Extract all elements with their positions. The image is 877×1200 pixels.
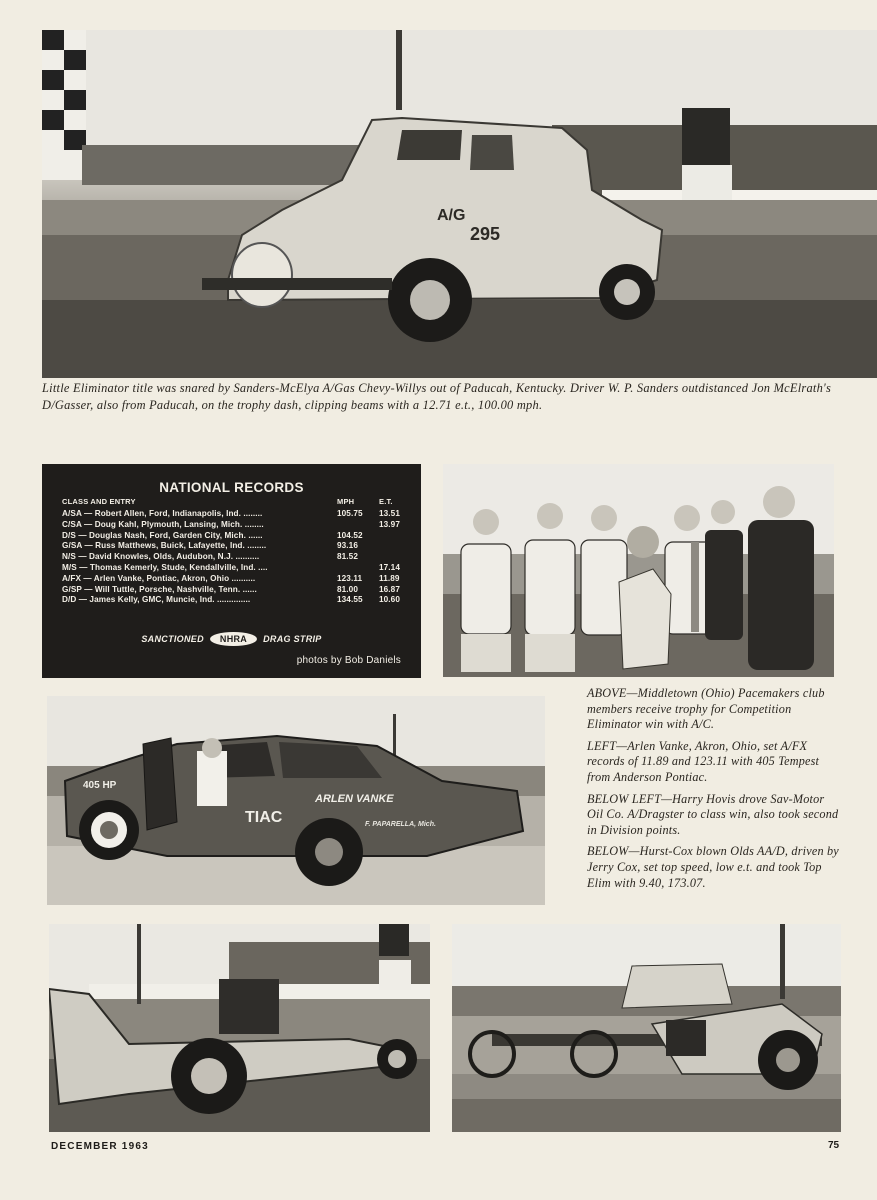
record-mph: 81.00 — [337, 584, 358, 594]
records-col-mph: MPH — [337, 497, 355, 506]
national-records-box — [42, 464, 421, 678]
photo-agas-willys — [42, 30, 877, 378]
brand-decal: TIAC — [245, 809, 283, 826]
record-et: 13.97 — [379, 519, 400, 529]
record-et — [379, 541, 410, 552]
side-captions — [587, 686, 843, 897]
record-et — [379, 552, 410, 563]
photo-pacemakers-trophy — [443, 464, 834, 677]
record-mph — [337, 563, 379, 574]
records-row — [62, 595, 410, 606]
record-mph: 123.11 — [337, 573, 363, 583]
record-mph: 134.55 — [337, 595, 363, 605]
records-col-entry: CLASS AND ENTRY — [62, 497, 136, 506]
record-mph: 93.16 — [337, 541, 358, 551]
caption-left: LEFT—Arlen Vanke, Akron, Ohio, set A/FX records of 11.89 and 123.11 with 405 Tempest from Anderson Pontiac. — [587, 738, 820, 784]
photo-arlen-vanke-tempest — [47, 696, 545, 905]
record-mph: 104.52 — [337, 530, 363, 540]
records-row — [62, 509, 410, 520]
photo-credit: photos by Bob Daniels — [296, 655, 401, 666]
photo-hovis-dragster — [49, 924, 430, 1132]
records-row — [62, 574, 410, 585]
footer-date: DECEMBER 1963 — [51, 1141, 149, 1152]
hp-decal: 405 HP — [83, 780, 117, 791]
records-row — [62, 552, 410, 563]
record-et: 13.51 — [379, 509, 400, 518]
record-entry: D/S — Douglas Nash, Ford, Garden City, Mich. ...... — [62, 530, 263, 540]
dealer-decal: F. PAPARELLA, Mich. — [365, 821, 436, 828]
records-row — [62, 563, 410, 574]
car-class: A/G — [437, 207, 466, 224]
drag-strip-label: DRAG STRIP — [263, 634, 322, 644]
record-et: 17.14 — [379, 562, 400, 572]
record-entry: N/S — David Knowles, Olds, Audubon, N.J. .......... — [62, 552, 260, 562]
record-entry: C/SA — Doug Kahl, Plymouth, Lansing, Mich. ........ — [62, 519, 264, 529]
record-entry: M/S — Thomas Kemerly, Stude, Kendallville, Ind. .... — [62, 562, 268, 572]
top-photo-caption: Little Eliminator title was snared by Sanders-McElya A/Gas Chevy-Willys out of Paducah, Kentucky. Driver W. P. Sanders outdistanced Jon McElrath's D/Gasser, also from Paducah, on the trophy dash, clipping beams with a 12.71 e.t., 100.00 mph. — [42, 381, 832, 412]
caption-above: ABOVE—Middletown (Ohio) Pacemakers club members receive trophy for Competition Eliminator win with A/C. — [587, 686, 825, 732]
record-et — [379, 531, 410, 542]
record-et: 11.89 — [379, 573, 400, 583]
photo-agas-willys-art — [42, 30, 877, 378]
car-number: 295 — [470, 224, 501, 244]
record-mph: 81.52 — [337, 552, 358, 562]
caption-below-left: BELOW LEFT—Harry Hovis drove Sav-Motor Oil Co. A/Dragster to class win, also took second in Division points. — [587, 791, 839, 837]
record-entry: A/FX — Arlen Vanke, Pontiac, Akron, Ohio .......... — [62, 573, 256, 583]
records-col-et: E.T. — [379, 497, 393, 506]
photo-hurst-cox-aad — [452, 924, 841, 1132]
record-entry: G/SA — Russ Matthews, Buick, Lafayette, Ind. ........ — [62, 541, 267, 551]
record-entry: A/SA — Robert Allen, Ford, Indianapolis, Ind. ........ — [62, 509, 263, 518]
name-decal: ARLEN VANKE — [315, 793, 394, 805]
records-table — [62, 509, 410, 606]
page-number: 75 — [828, 1140, 840, 1151]
record-entry: D/D — James Kelly, GMC, Muncie, Ind. .............. — [62, 595, 251, 605]
record-et: 16.87 — [379, 584, 400, 594]
records-title: NATIONAL RECORDS — [159, 480, 304, 495]
caption-below: BELOW—Hurst-Cox blown Olds AA/D, driven by Jerry Cox, set top speed, low e.t. and took Top Elim with 9.40, 173.07. — [587, 844, 839, 890]
photo-pacemakers-art — [443, 464, 834, 677]
records-row — [62, 541, 410, 552]
record-mph — [337, 520, 379, 531]
sanctioned-label: SANCTIONED — [141, 634, 204, 644]
photo-vanke-art — [47, 696, 545, 905]
sanction-line — [42, 632, 421, 646]
records-row — [62, 531, 410, 542]
nhra-logo: NHRA — [210, 632, 257, 646]
record-entry: G/SP — Will Tuttle, Porsche, Nashville, Tenn. ...... — [62, 584, 257, 594]
record-mph: 105.75 — [337, 509, 363, 518]
photo-hurst-cox-art — [452, 924, 841, 1132]
records-row — [62, 520, 410, 531]
record-et: 10.60 — [379, 595, 400, 605]
photo-hovis-art — [49, 924, 430, 1132]
records-row — [62, 585, 410, 596]
